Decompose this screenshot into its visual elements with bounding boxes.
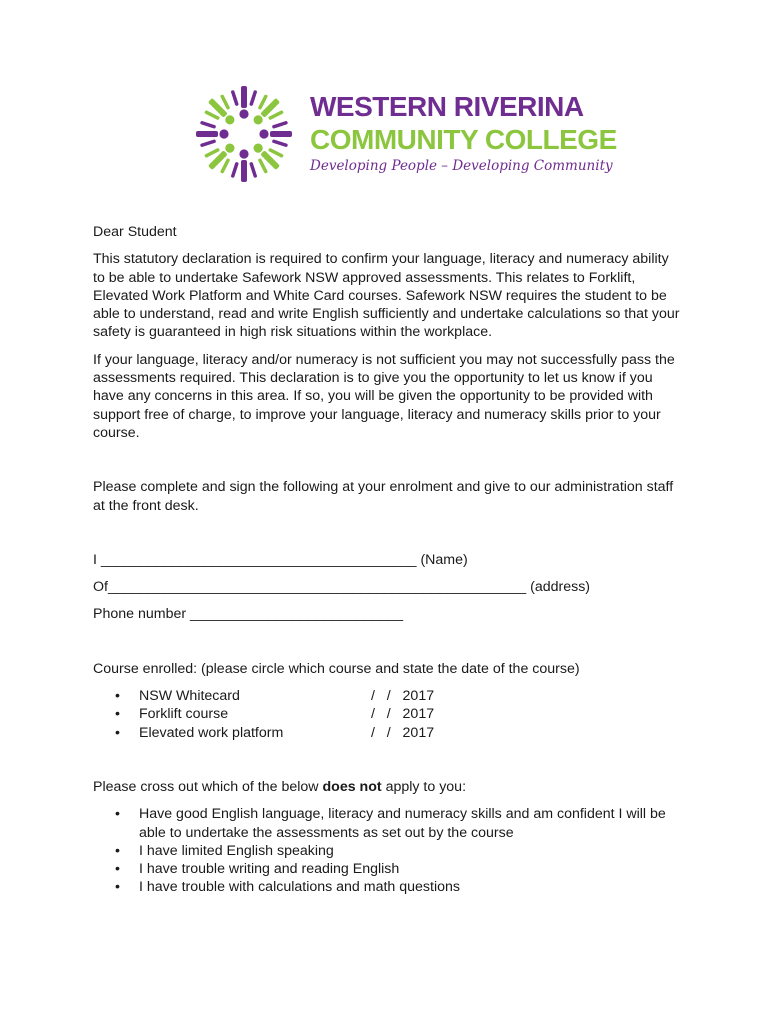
crossout-heading-emphasis: does not: [322, 778, 382, 795]
support-paragraph: If your language, literacy and/or numeracy is not sufficient you may not successfully pass the assessments required. This declaration is to give you the opportunity to let us know if you have any concerns in this area. If so, you will be given the opportunity to be provided with support free of charge, to improve your language, literacy and numeracy skills prior to your course.: [93, 351, 675, 441]
course-item[interactable]: [93, 705, 683, 723]
instructions-paragraph: Please complete and sign the following at your enrolment and give to our administration staff at the front desk.: [93, 479, 674, 514]
course-list: [93, 687, 683, 742]
logo-line-2: COMMUNITY COLLEGE: [310, 124, 617, 155]
crossout-item-text: Have good English language, literacy and numeracy skills and am confident I will be able to undertake the assessments as set out by the course: [139, 806, 666, 841]
course-name: Elevated work platform: [139, 724, 284, 741]
address-field[interactable]: Of_____________________________________________________ (address): [93, 579, 591, 596]
college-emblem-icon: [192, 84, 296, 184]
logo-tagline: Developing People – Developing Community: [310, 158, 613, 174]
course-name: NSW Whitecard: [139, 688, 240, 705]
bullet-icon: •: [115, 861, 120, 878]
crossout-item[interactable]: [93, 805, 683, 842]
bullet-icon: •: [115, 806, 120, 823]
emblem-figure: [245, 135, 287, 177]
crossout-heading-end: apply to you:: [381, 778, 467, 795]
course-item[interactable]: [93, 724, 683, 742]
course-heading: Course enrolled: (please circle which course and state the date of the course): [93, 660, 580, 677]
course-date-field[interactable]: / / 2017: [371, 706, 435, 723]
emblem-figure: [201, 135, 243, 177]
bullet-icon: •: [115, 842, 120, 859]
crossout-heading: [93, 778, 683, 796]
logo-line-1: WESTERN RIVERINA: [310, 91, 584, 122]
course-date-field[interactable]: / / 2017: [371, 724, 435, 741]
bullet-icon: •: [115, 879, 120, 896]
name-field[interactable]: I ________________________________________ (Name): [93, 551, 468, 568]
bullet-icon: •: [115, 724, 120, 741]
crossout-item-text: I have trouble with calculations and math questions: [139, 879, 460, 896]
emblem-figure: [196, 121, 229, 148]
phone-field[interactable]: Phone number ___________________________: [93, 606, 404, 623]
college-logo: [192, 84, 617, 184]
intro-paragraph: This statutory declaration is required to confirm your language, literacy and numeracy ability to be able to undertake Safework NSW approved assessments. This relates to Forklift, Elevated Work Platform and White Card courses. Safework NSW requires the student to be able to understand, read and write English sufficiently and undertake calculations so that your safety is guaranteed in high risk situations within the workplace.: [93, 251, 680, 341]
emblem-figure: [231, 149, 258, 182]
salutation: Dear Student: [93, 224, 177, 240]
crossout-item[interactable]: [93, 842, 683, 860]
emblem-figure: [231, 86, 258, 119]
crossout-item[interactable]: [93, 878, 683, 896]
course-date-field[interactable]: / / 2017: [371, 688, 435, 705]
crossout-list: [93, 805, 683, 896]
crossout-heading-start: Please cross out which of the below: [93, 778, 323, 795]
bullet-icon: •: [115, 688, 120, 705]
course-name: Forklift course: [139, 706, 229, 723]
crossout-item[interactable]: [93, 860, 683, 878]
emblem-figure: [245, 91, 287, 133]
course-item[interactable]: [93, 687, 683, 705]
crossout-item-text: I have trouble writing and reading English: [139, 861, 400, 878]
letter-body: [93, 223, 683, 897]
emblem-figure: [259, 121, 292, 148]
emblem-figure: [201, 91, 243, 133]
crossout-item-text: I have limited English speaking: [139, 842, 334, 859]
bullet-icon: •: [115, 706, 120, 723]
